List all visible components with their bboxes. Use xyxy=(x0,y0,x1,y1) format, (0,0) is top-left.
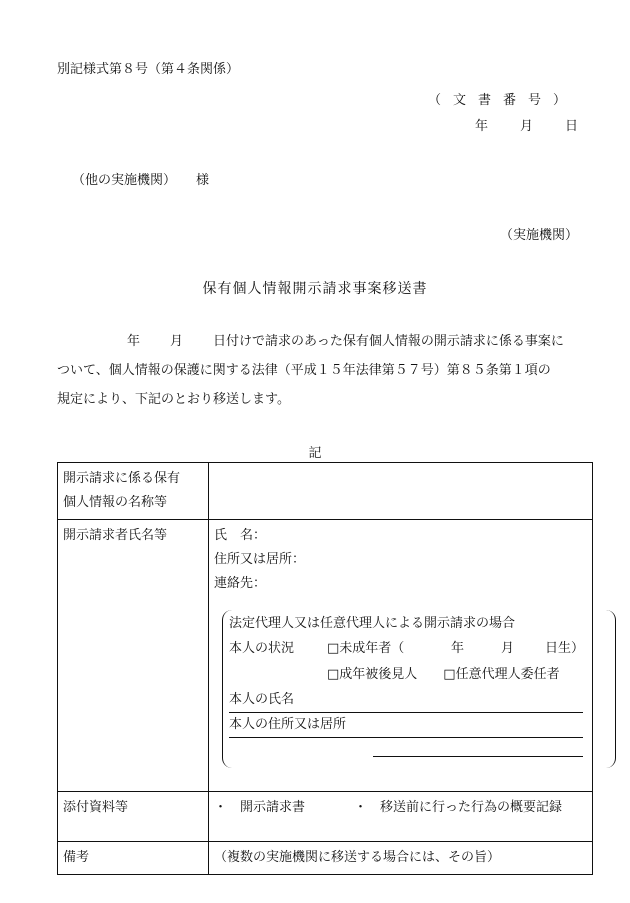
birth-month: 月 xyxy=(501,641,515,656)
table-row xyxy=(58,520,593,792)
attachments-row xyxy=(214,796,587,820)
requester-name-field[interactable]: 氏 名： xyxy=(214,528,267,543)
principal-name-field[interactable]: 本人の氏名 xyxy=(229,688,583,713)
transfer-details-table xyxy=(57,462,593,875)
remarks-field[interactable]: （複数の実施機関に移送する場合には、その旨） xyxy=(209,842,593,875)
row-head-remarks: 備考 xyxy=(58,842,209,875)
principal-address-field[interactable]: 本人の住所又は居所 xyxy=(229,713,583,738)
bullet: ・ xyxy=(354,800,368,815)
body-year: 年 xyxy=(127,334,141,349)
document-number: （文書番号） xyxy=(427,93,578,108)
principal-status-row xyxy=(229,662,607,688)
date-month: 月 xyxy=(519,119,533,134)
addressee-honorific: 様 xyxy=(196,173,210,188)
body-text xyxy=(57,327,597,414)
attachment-label: 移送前に行った行為の概要記録 xyxy=(380,800,563,815)
issue-date xyxy=(443,115,578,134)
attachments-list xyxy=(209,792,593,842)
birth-year: 年 xyxy=(451,641,465,656)
attachment-item xyxy=(214,796,354,820)
requester-contact-field[interactable]: 連絡先： xyxy=(214,576,267,591)
body-text-line1: 日付けで請求のあった保有個人情報の開示請求に係る事案に xyxy=(213,334,564,349)
bullet: ・ xyxy=(214,800,228,815)
agent-heading: 法定代理人又は任意代理人による開示請求の場合 xyxy=(229,616,516,631)
document-title: 保有個人情報開示請求事案移送書 xyxy=(202,281,428,297)
table-row xyxy=(58,792,593,842)
principal-status-label: 本人の状況 xyxy=(229,641,295,656)
ki-heading: 記 xyxy=(308,446,322,461)
requester-address-field[interactable]: 住所又は居所： xyxy=(214,552,306,567)
attachment-label: 開示請求書 xyxy=(240,800,306,815)
row-head-requester: 開示請求者氏名等 xyxy=(58,520,209,792)
requester-details xyxy=(209,520,593,792)
principal-address-continuation[interactable] xyxy=(373,738,583,757)
birth-day: 日生） xyxy=(545,641,585,656)
attachment-item xyxy=(354,796,562,820)
head-line: 開示請求に係る保有 xyxy=(63,471,181,486)
agent-section xyxy=(222,610,616,768)
head-line: 個人情報の名称等 xyxy=(63,495,168,510)
body-text-line2: ついて、個人情報の保護に関する法律（平成１５年法律第５７号）第８５条第１項の xyxy=(57,363,551,378)
date-day: 日 xyxy=(564,119,578,134)
body-month: 月 xyxy=(170,334,184,349)
voluntary-agent-checkbox[interactable]: □任意代理人委任者 xyxy=(443,667,560,682)
table-row xyxy=(58,842,593,875)
adult-guardian-checkbox[interactable]: □成年被後見人 xyxy=(327,667,418,682)
body-text-line3: 規定により、下記のとおり移送します。 xyxy=(57,392,290,407)
addressee-name: （他の実施機関） xyxy=(72,173,177,188)
record-name-field[interactable] xyxy=(209,463,593,520)
principal-status-row xyxy=(229,636,607,662)
table-row xyxy=(58,463,593,520)
date-year: 年 xyxy=(474,119,488,134)
minor-checkbox[interactable]: □未成年者（ xyxy=(327,641,405,656)
form-label: 別記様式第８号（第４条関係） xyxy=(57,62,240,77)
addressee xyxy=(72,169,209,188)
row-head-attachments: 添付資料等 xyxy=(58,792,209,842)
sender: （実施機関） xyxy=(499,228,578,243)
row-head-record-name xyxy=(58,463,209,520)
